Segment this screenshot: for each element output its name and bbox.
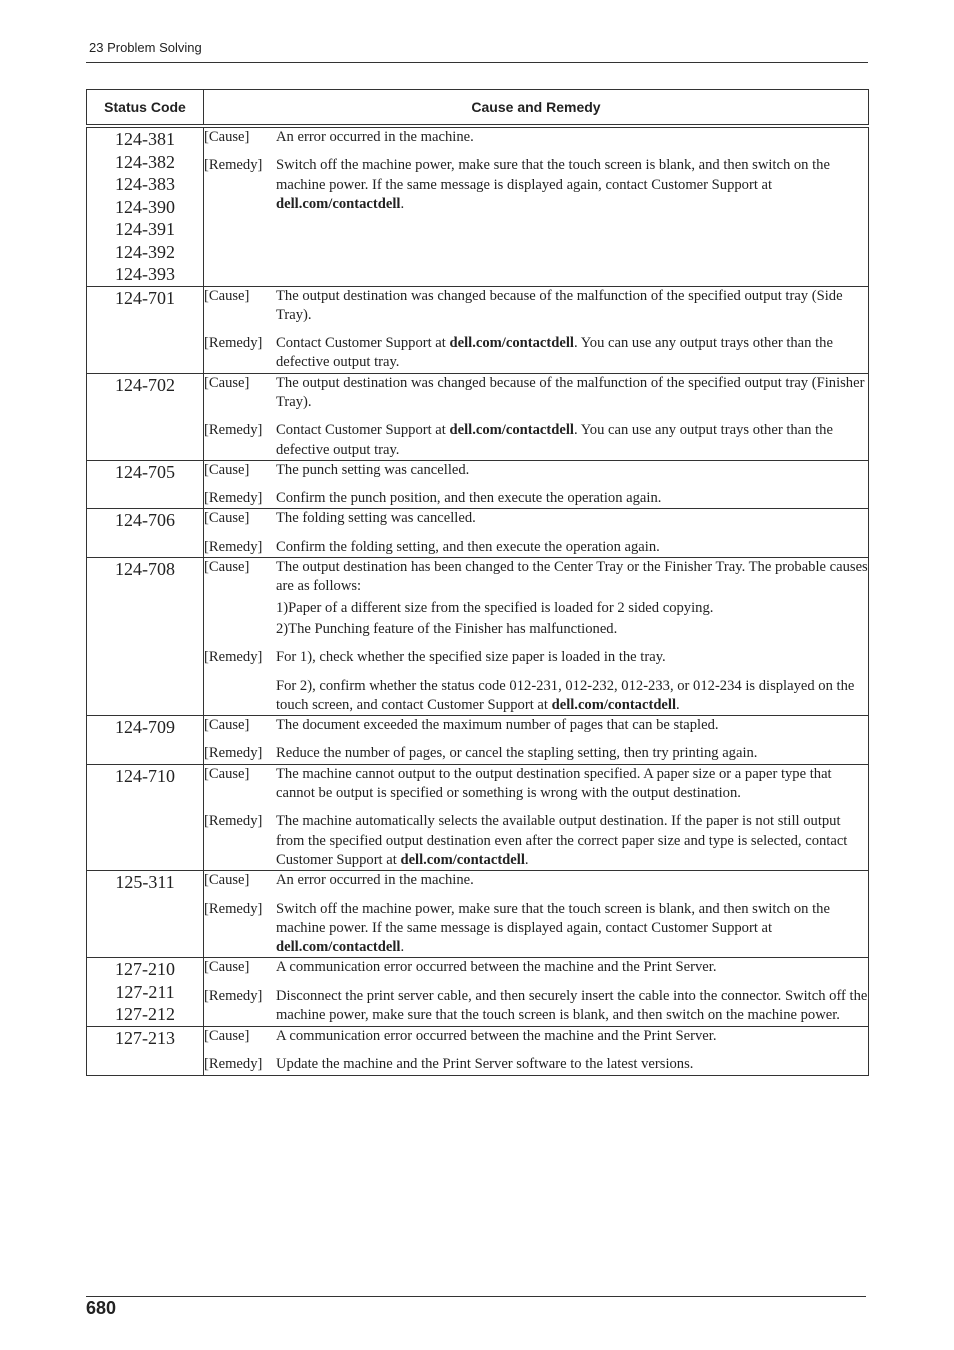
cause-tag: [Cause] — [204, 129, 250, 145]
table-row — [87, 460, 869, 509]
status-code: 124-383 — [115, 174, 175, 194]
cause-remedy-cell — [204, 509, 869, 558]
remedy-text: Contact Customer Support at — [276, 335, 450, 352]
status-code-cell — [87, 1026, 204, 1075]
remedy-text-block — [276, 744, 868, 763]
remedy-tag: [Remedy] — [204, 538, 263, 555]
remedy-text-block — [276, 156, 868, 214]
cause-tag: [Cause] — [204, 559, 250, 576]
remedy-text-block — [276, 812, 868, 870]
remedy-text: Confirm the folding setting, and then execute the operation again. — [276, 538, 660, 555]
cause-entry — [204, 374, 868, 413]
column-header-status-code: Status Code — [87, 90, 204, 127]
cause-entry — [204, 128, 868, 147]
cause-text-block — [276, 509, 868, 528]
header-divider — [86, 62, 868, 63]
status-code: 127-212 — [115, 1004, 175, 1025]
cause-tag: [Cause] — [204, 717, 250, 734]
cause-tag: [Cause] — [204, 287, 250, 304]
cause-tag: [Cause] — [204, 959, 250, 976]
remedy-text: Switch off the machine power, make sure that the touch screen is blank, and then switch on the machine power. If the same message is displayed again, contact Customer Support at — [276, 900, 830, 936]
remedy-text-end: . — [400, 195, 405, 212]
cause-entry — [204, 871, 868, 890]
remedy-entry — [204, 812, 868, 870]
cause-detail: 2)The Punching feature of the Finisher has malfunctioned. — [276, 620, 618, 637]
remedy-text-block — [276, 334, 868, 373]
remedy-text-end: . You can use any output trays other than the defective output tray. — [276, 335, 833, 371]
cause-text: The output destination was changed because of the malfunction of the specified output tray (Side Tray). — [276, 287, 843, 323]
cause-tag: [Cause] — [204, 765, 250, 782]
remedy-tag: [Remedy] — [204, 649, 263, 666]
cause-text: The folding setting was cancelled. — [276, 510, 476, 527]
cause-tag: [Cause] — [204, 872, 250, 889]
status-code: 127-211 — [115, 981, 175, 1002]
cause-remedy-cell — [204, 460, 869, 509]
remedy-text-end: . — [400, 939, 405, 956]
status-code: 124-382 — [115, 151, 175, 172]
remedy-tag: [Remedy] — [204, 745, 263, 762]
status-code: 124-381 — [115, 129, 175, 149]
cause-tag: [Cause] — [204, 1027, 250, 1044]
cause-remedy-cell — [204, 764, 869, 870]
cause-text: The output destination was changed because of the malfunction of the specified output tray (Finisher Tray). — [276, 374, 865, 410]
remedy-entry — [204, 156, 868, 214]
cause-remedy-cell — [204, 286, 869, 373]
cause-remedy-cell — [204, 958, 869, 1027]
cause-tag: [Cause] — [204, 510, 250, 527]
cause-remedy-cell — [204, 871, 869, 958]
remedy-entry — [204, 900, 868, 958]
remedy-entry — [204, 744, 868, 763]
table-row — [87, 1026, 869, 1075]
cause-remedy-cell — [204, 1026, 869, 1075]
support-link-text: dell.com/contactdell — [449, 335, 574, 352]
cause-text: The machine cannot output to the output destination specified. A paper size or a paper type that cannot be output is specified or something is wrong with the output destination. — [276, 765, 832, 802]
remedy-tag: [Remedy] — [204, 490, 263, 507]
table-row — [87, 764, 869, 870]
cause-text-block — [276, 716, 868, 735]
cause-text: A communication error occurred between the machine and the Print Server. — [276, 1027, 717, 1044]
cause-text: The output destination has been changed to the Center Tray or the Finisher Tray. The probable causes are as follows: — [276, 559, 868, 595]
support-link-text: dell.com/contactdell — [276, 939, 401, 956]
remedy-text: Disconnect the print server cable, and then securely insert the cable into the connector. Switch off the machine power, make sure that the touch screen is blank, and then switch on the machine power. — [276, 987, 868, 1023]
table-row — [87, 871, 869, 958]
status-code: 124-391 — [115, 219, 175, 239]
remedy-text: For 1), check whether the specified size paper is loaded in the tray. — [276, 649, 666, 666]
status-code-cell — [87, 716, 204, 765]
column-header-cause-remedy: Cause and Remedy — [204, 90, 869, 127]
status-code: 124-709 — [115, 717, 175, 738]
table-row — [87, 286, 869, 373]
status-code-cell — [87, 558, 204, 716]
support-link-text: dell.com/contactdell — [551, 696, 677, 713]
remedy-tag: [Remedy] — [204, 157, 263, 174]
remedy-text-block — [276, 421, 868, 460]
remedy-text-block — [276, 900, 868, 958]
status-code: 124-702 — [115, 374, 175, 395]
status-code: 124-390 — [115, 196, 175, 217]
status-code-cell — [87, 958, 204, 1027]
cause-text: The document exceeded the maximum number of pages that can be stapled. — [276, 717, 719, 734]
cause-text-block — [276, 1027, 868, 1046]
remedy-entry — [204, 334, 868, 373]
cause-text-block — [276, 374, 868, 413]
cause-text: An error occurred in the machine. — [276, 872, 474, 889]
cause-remedy-cell — [204, 126, 869, 286]
status-code-cell — [87, 871, 204, 958]
remedy-text: Confirm the punch position, and then execute the operation again. — [276, 490, 662, 507]
page-number: 680 — [86, 1298, 117, 1318]
remedy-text-end: . — [524, 851, 529, 868]
remedy-text-block — [276, 648, 868, 715]
cause-text-block — [276, 765, 868, 804]
remedy-tag: [Remedy] — [204, 900, 263, 917]
support-link-text: dell.com/contactdell — [400, 851, 525, 868]
cause-entry — [204, 287, 868, 326]
cause-entry — [204, 461, 868, 480]
support-link-text: dell.com/contactdell — [276, 195, 401, 212]
table-row — [87, 958, 869, 1027]
cause-text: A communication error occurred between the machine and the Print Server. — [276, 959, 717, 976]
remedy-entry — [204, 421, 868, 460]
cause-text-block — [276, 871, 868, 890]
remedy-text: The machine automatically selects the available output destination. If the paper is not still output from the specified output destination even after the correct paper size and type is selected, contact Customer Support at — [276, 813, 848, 868]
cause-remedy-cell — [204, 373, 869, 460]
remedy-tag: [Remedy] — [204, 1056, 263, 1073]
remedy-entry — [204, 987, 868, 1026]
table-header-row — [87, 90, 869, 127]
status-code: 124-701 — [115, 287, 175, 308]
cause-text-block — [276, 558, 868, 639]
status-code: 124-705 — [115, 461, 175, 482]
remedy-tag: [Remedy] — [204, 422, 263, 439]
cause-entry — [204, 958, 868, 977]
cause-tag: [Cause] — [204, 374, 250, 391]
cause-detail: 1)Paper of a different size from the specified is loaded for 2 sided copying. — [276, 599, 714, 616]
support-link-text: dell.com/contactdell — [449, 422, 574, 439]
status-code-cell — [87, 509, 204, 558]
remedy-tag: [Remedy] — [204, 987, 263, 1004]
remedy-tag: [Remedy] — [204, 335, 263, 352]
status-code-cell — [87, 460, 204, 509]
status-code-cell — [87, 126, 204, 286]
remedy-text: Contact Customer Support at — [276, 422, 450, 439]
remedy-text: Reduce the number of pages, or cancel the stapling setting, then try printing again. — [276, 745, 758, 762]
cause-text: The punch setting was cancelled. — [276, 461, 470, 478]
remedy-text-block — [276, 1055, 868, 1074]
status-code-cell — [87, 373, 204, 460]
status-code-cell — [87, 286, 204, 373]
cause-text-block — [276, 958, 868, 977]
cause-entry — [204, 1027, 868, 1046]
status-code: 124-708 — [115, 559, 175, 580]
status-code: 125-311 — [115, 872, 175, 893]
cause-text-block — [276, 287, 868, 326]
cause-remedy-cell — [204, 716, 869, 765]
footer-divider — [86, 1296, 866, 1297]
status-code: 124-710 — [115, 765, 175, 786]
cause-text-block — [276, 128, 868, 147]
remedy-entry — [204, 648, 868, 715]
remedy-text-block — [276, 987, 868, 1026]
cause-entry — [204, 558, 868, 639]
remedy-text: For 2), confirm whether the status code 012-231, 012-232, 012-233, or 012-234 is displayed on the touch screen, and contact Customer Support at — [276, 677, 855, 713]
status-code: 127-210 — [115, 959, 175, 980]
status-code: 124-393 — [115, 264, 175, 284]
remedy-entry — [204, 538, 868, 557]
cause-entry — [204, 716, 868, 735]
cause-remedy-cell — [204, 558, 869, 716]
cause-entry — [204, 509, 868, 528]
table-row — [87, 373, 869, 460]
status-code-cell — [87, 764, 204, 870]
remedy-text: Switch off the machine power, make sure that the touch screen is blank, and then switch on the machine power. If the same message is displayed again, contact Customer Support at — [276, 157, 830, 193]
cause-text-block — [276, 461, 868, 480]
remedy-text-end: . You can use any output trays other than the defective output tray. — [276, 422, 833, 458]
remedy-text-block — [276, 489, 868, 508]
status-code-table — [86, 89, 869, 1076]
remedy-entry — [204, 489, 868, 508]
table-row — [87, 509, 869, 558]
cause-text: An error occurred in the machine. — [276, 129, 474, 145]
cause-entry — [204, 765, 868, 804]
remedy-tag: [Remedy] — [204, 813, 263, 830]
cause-tag: [Cause] — [204, 461, 250, 478]
status-code: 124-706 — [115, 510, 175, 531]
remedy-text: Update the machine and the Print Server software to the latest versions. — [276, 1056, 694, 1073]
table-row — [87, 126, 869, 286]
status-code: 124-392 — [115, 241, 175, 262]
remedy-text-end: . — [676, 696, 680, 713]
table-row — [87, 716, 869, 765]
table-row — [87, 558, 869, 716]
status-code: 127-213 — [115, 1027, 175, 1048]
remedy-text-block — [276, 538, 868, 557]
section-header: 23 Problem Solving — [89, 40, 202, 55]
remedy-entry — [204, 1055, 868, 1074]
